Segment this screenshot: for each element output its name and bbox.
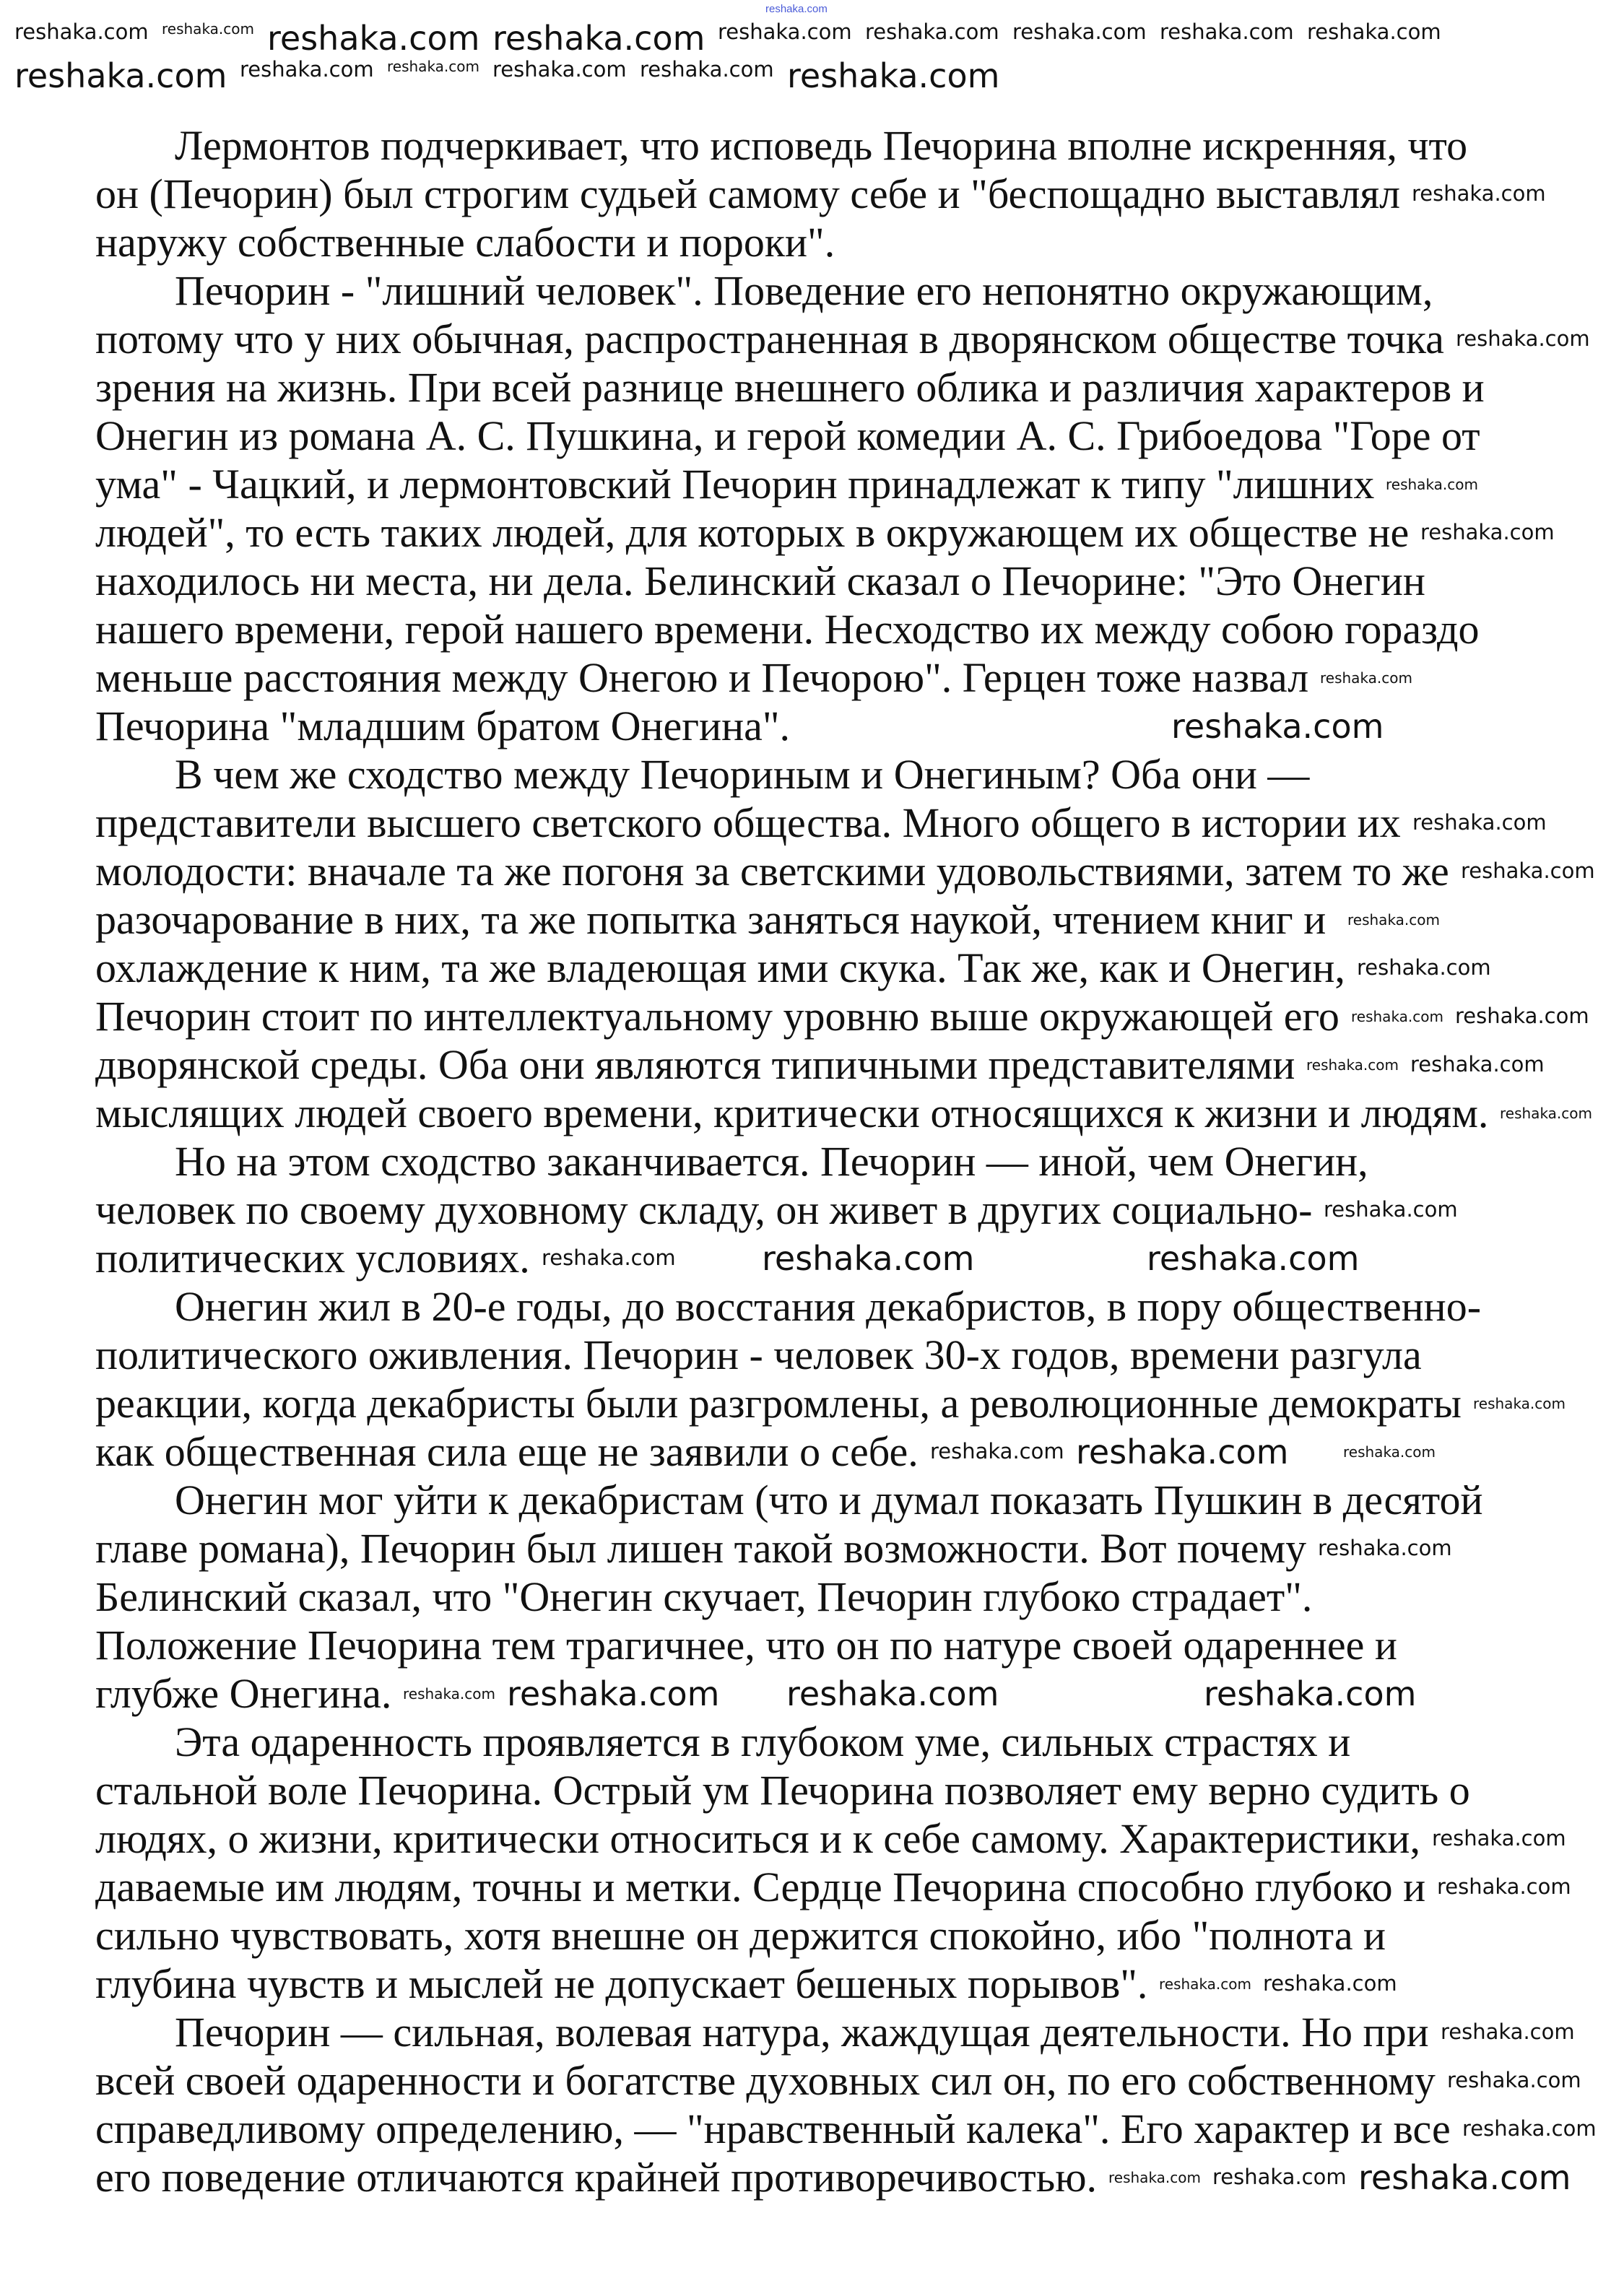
text-line: Печорин - "лишний человек". Поведение его непонятно окружающим, <box>175 267 1433 314</box>
watermark: reshaka.com <box>1412 810 1547 835</box>
watermark: reshaka.com <box>492 19 705 58</box>
text-line: глубина чувств и мыслей не допускает бешеных порывов". <box>95 1960 1148 2007</box>
text-line: политических условиях. <box>95 1235 530 1282</box>
watermark: reshaka.com <box>787 56 1000 95</box>
text-line: как общественная сила еще не заявили о себе. <box>95 1428 919 1475</box>
text-line: Эта одаренность проявляется в глубоком уме, сильных страстях и <box>175 1718 1351 1765</box>
text-line: стальной воле Печорина. Острый ум Печорина позволяет ему верно судить о <box>95 1767 1470 1814</box>
watermark: reshaka.com <box>1357 955 1491 980</box>
text-line: ума" - Чацкий, и лермонтовский Печорин принадлежат к типу "лишних <box>95 461 1375 508</box>
watermark: reshaka.com <box>1386 475 1478 493</box>
watermark: reshaka.com <box>1160 19 1294 44</box>
watermark: reshaka.com <box>1306 1056 1399 1074</box>
text-line: людях, о жизни, критически относиться и к себе самому. Характеристики, <box>95 1815 1420 1862</box>
text-line: наружу собственные слабости и пороки". <box>95 219 835 266</box>
text-line: Онегин мог уйти к декабристам (что и думал показать Пушкин в десятой <box>175 1477 1483 1523</box>
text-line: его поведение отличаются крайней противоречивостью. <box>95 2154 1098 2201</box>
watermark: reshaka.com <box>1351 1007 1443 1025</box>
text-line: потому что у них обычная, распространенная в дворянском обществе точка <box>95 316 1444 362</box>
text-line: молодости: вначале та же погоня за светскими удовольствиями, затем то же <box>95 848 1449 895</box>
watermark: reshaka.com <box>1324 1197 1458 1222</box>
text-line: справедливому определению, — "нравственный калека". Его характер и все <box>95 2105 1451 2152</box>
watermark: reshaka.com <box>240 57 374 82</box>
text-line: политического оживления. Печорин - человек 30-х годов, времени разгула <box>95 1331 1422 1378</box>
watermark: reshaka.com <box>14 19 149 44</box>
text-line: Лермонтов подчеркивает, что исповедь Печорина вполне искренняя, что <box>175 122 1468 169</box>
text-line: сильно чувствовать, хотя внешне он держится спокойно, ибо "полнота и <box>95 1912 1386 1959</box>
text-line: В чем же сходство между Печориным и Онегиным? Оба они — <box>175 751 1310 798</box>
text-line: зрения на жизнь. При всей разнице внешнего облика и различия характеров и <box>95 364 1485 411</box>
text-line: Белинский сказал, что "Онегин скучает, Печорин глубоко страдает". <box>95 1573 1313 1620</box>
text-line: Но на этом сходство заканчивается. Печорин — иной, чем Онегин, <box>175 1138 1368 1185</box>
watermark: reshaka.com <box>718 19 852 44</box>
watermark: reshaka.com <box>1108 2168 1201 2186</box>
watermark: reshaka.com <box>1410 1052 1545 1077</box>
watermark: reshaka.com <box>1461 858 1595 883</box>
watermark: reshaka.com <box>1076 1432 1289 1471</box>
watermark: reshaka.com <box>1456 326 1590 351</box>
watermark: reshaka.com <box>14 56 227 95</box>
text-line: Печорина "младшим братом Онегина". <box>95 703 791 749</box>
watermark: reshaka.com <box>1343 1443 1436 1461</box>
text-line: нашего времени, герой нашего времени. Несходство их между собою гораздо <box>95 606 1480 653</box>
text-line: Печорин стоит по интеллектуальному уровню выше окружающей его <box>95 993 1339 1040</box>
text-line: Онегин жил в 20-е годы, до восстания декабристов, в пору общественно- <box>175 1283 1482 1330</box>
text-line: находилось ни места, ни дела. Белинский сказал о Печорине: "Это Онегин <box>95 557 1425 604</box>
text-line: главе романа), Печорин был лишен такой возможности. Вот почему <box>95 1525 1307 1572</box>
watermark: reshaka.com <box>542 1245 676 1270</box>
text-line: даваемые им людям, точны и метки. Сердце Печорина способно глубоко и <box>95 1864 1426 1910</box>
watermark: reshaka.com <box>1212 2165 1347 2189</box>
document-body <box>95 121 1488 2201</box>
watermark: reshaka.com <box>403 1684 495 1703</box>
watermark: reshaka.com <box>1318 1536 1452 1560</box>
watermark: reshaka.com <box>762 1238 975 1278</box>
text-line: людей", то есть таких людей, для которых в окружающем их обществе не <box>95 509 1410 556</box>
watermark: reshaka.com <box>865 19 999 44</box>
watermark: reshaka.com <box>387 58 479 75</box>
watermark: reshaka.com <box>1307 19 1441 44</box>
watermark: reshaka.com <box>1432 1826 1566 1851</box>
watermark: reshaka.com <box>507 1674 720 1713</box>
watermark: reshaka.com <box>1012 19 1147 44</box>
text-line: Положение Печорина тем трагичнее, что он по натуре своей одареннее и <box>95 1622 1397 1669</box>
text-line: дворянской среды. Оба они являются типичными представителями <box>95 1041 1295 1088</box>
text-line: представители высшего светского общества. Много общего в истории их <box>95 799 1401 846</box>
text-line: разочарование в них, та же попытка заняться наукой, чтением книг и <box>95 896 1326 943</box>
watermark: reshaka.com <box>1473 1394 1566 1412</box>
watermark: reshaka.com <box>1204 1674 1417 1713</box>
watermark: reshaka.com <box>267 19 480 58</box>
watermark: reshaka.com <box>1347 910 1440 929</box>
header-watermark: reshaka.com <box>765 3 828 15</box>
watermark: reshaka.com <box>1420 520 1555 544</box>
text-line: меньше расстояния между Онегою и Печорою". Герцен тоже назвал <box>95 654 1309 701</box>
text-line: мыслящих людей своего времени, критически относящихся к жизни и людям. <box>95 1090 1489 1136</box>
watermark: reshaka.com <box>1500 1104 1592 1122</box>
watermark: reshaka.com <box>1159 1975 1251 1993</box>
watermark: reshaka.com <box>930 1439 1064 1464</box>
watermark: reshaka.com <box>1320 669 1412 687</box>
watermark: reshaka.com <box>162 20 254 38</box>
text-line: охлаждение к ним, та же владеющая ими скука. Так же, как и Онегин, <box>95 944 1345 991</box>
watermark: reshaka.com <box>1171 706 1384 746</box>
watermark: reshaka.com <box>786 1674 999 1713</box>
watermark: reshaka.com <box>1147 1238 1360 1278</box>
watermark: reshaka.com <box>1358 2157 1571 2197</box>
watermark: reshaka.com <box>1462 2116 1597 2141</box>
text-line: глубже Онегина. <box>95 1670 392 1717</box>
watermark: reshaka.com <box>1263 1971 1397 1996</box>
text-line: Печорин — сильная, волевая натура, жаждущая деятельности. Но при <box>175 2009 1429 2056</box>
text-line: Онегин из романа А. С. Пушкина, и герой комедии А. С. Грибоедова "Горе от <box>95 412 1480 459</box>
watermark: reshaka.com <box>1455 1004 1589 1028</box>
text-line: он (Печорин) был строгим судьей самому себе и "беспощадно выставлял <box>95 170 1401 217</box>
watermark: reshaka.com <box>1437 1874 1571 1899</box>
watermark: reshaka.com <box>1447 2068 1581 2092</box>
text-line: всей своей одаренности и богатстве духовных сил он, по его собственному <box>95 2057 1436 2104</box>
watermark: reshaka.com <box>640 57 774 82</box>
text-line: человек по своему духовному складу, он живет в других социально- <box>95 1186 1313 1233</box>
watermark: reshaka.com <box>492 57 627 82</box>
watermark: reshaka.com <box>1441 2019 1575 2044</box>
text-line: реакции, когда декабристы были разгромлены, а революционные демократы <box>95 1380 1462 1427</box>
watermark: reshaka.com <box>1412 181 1546 206</box>
